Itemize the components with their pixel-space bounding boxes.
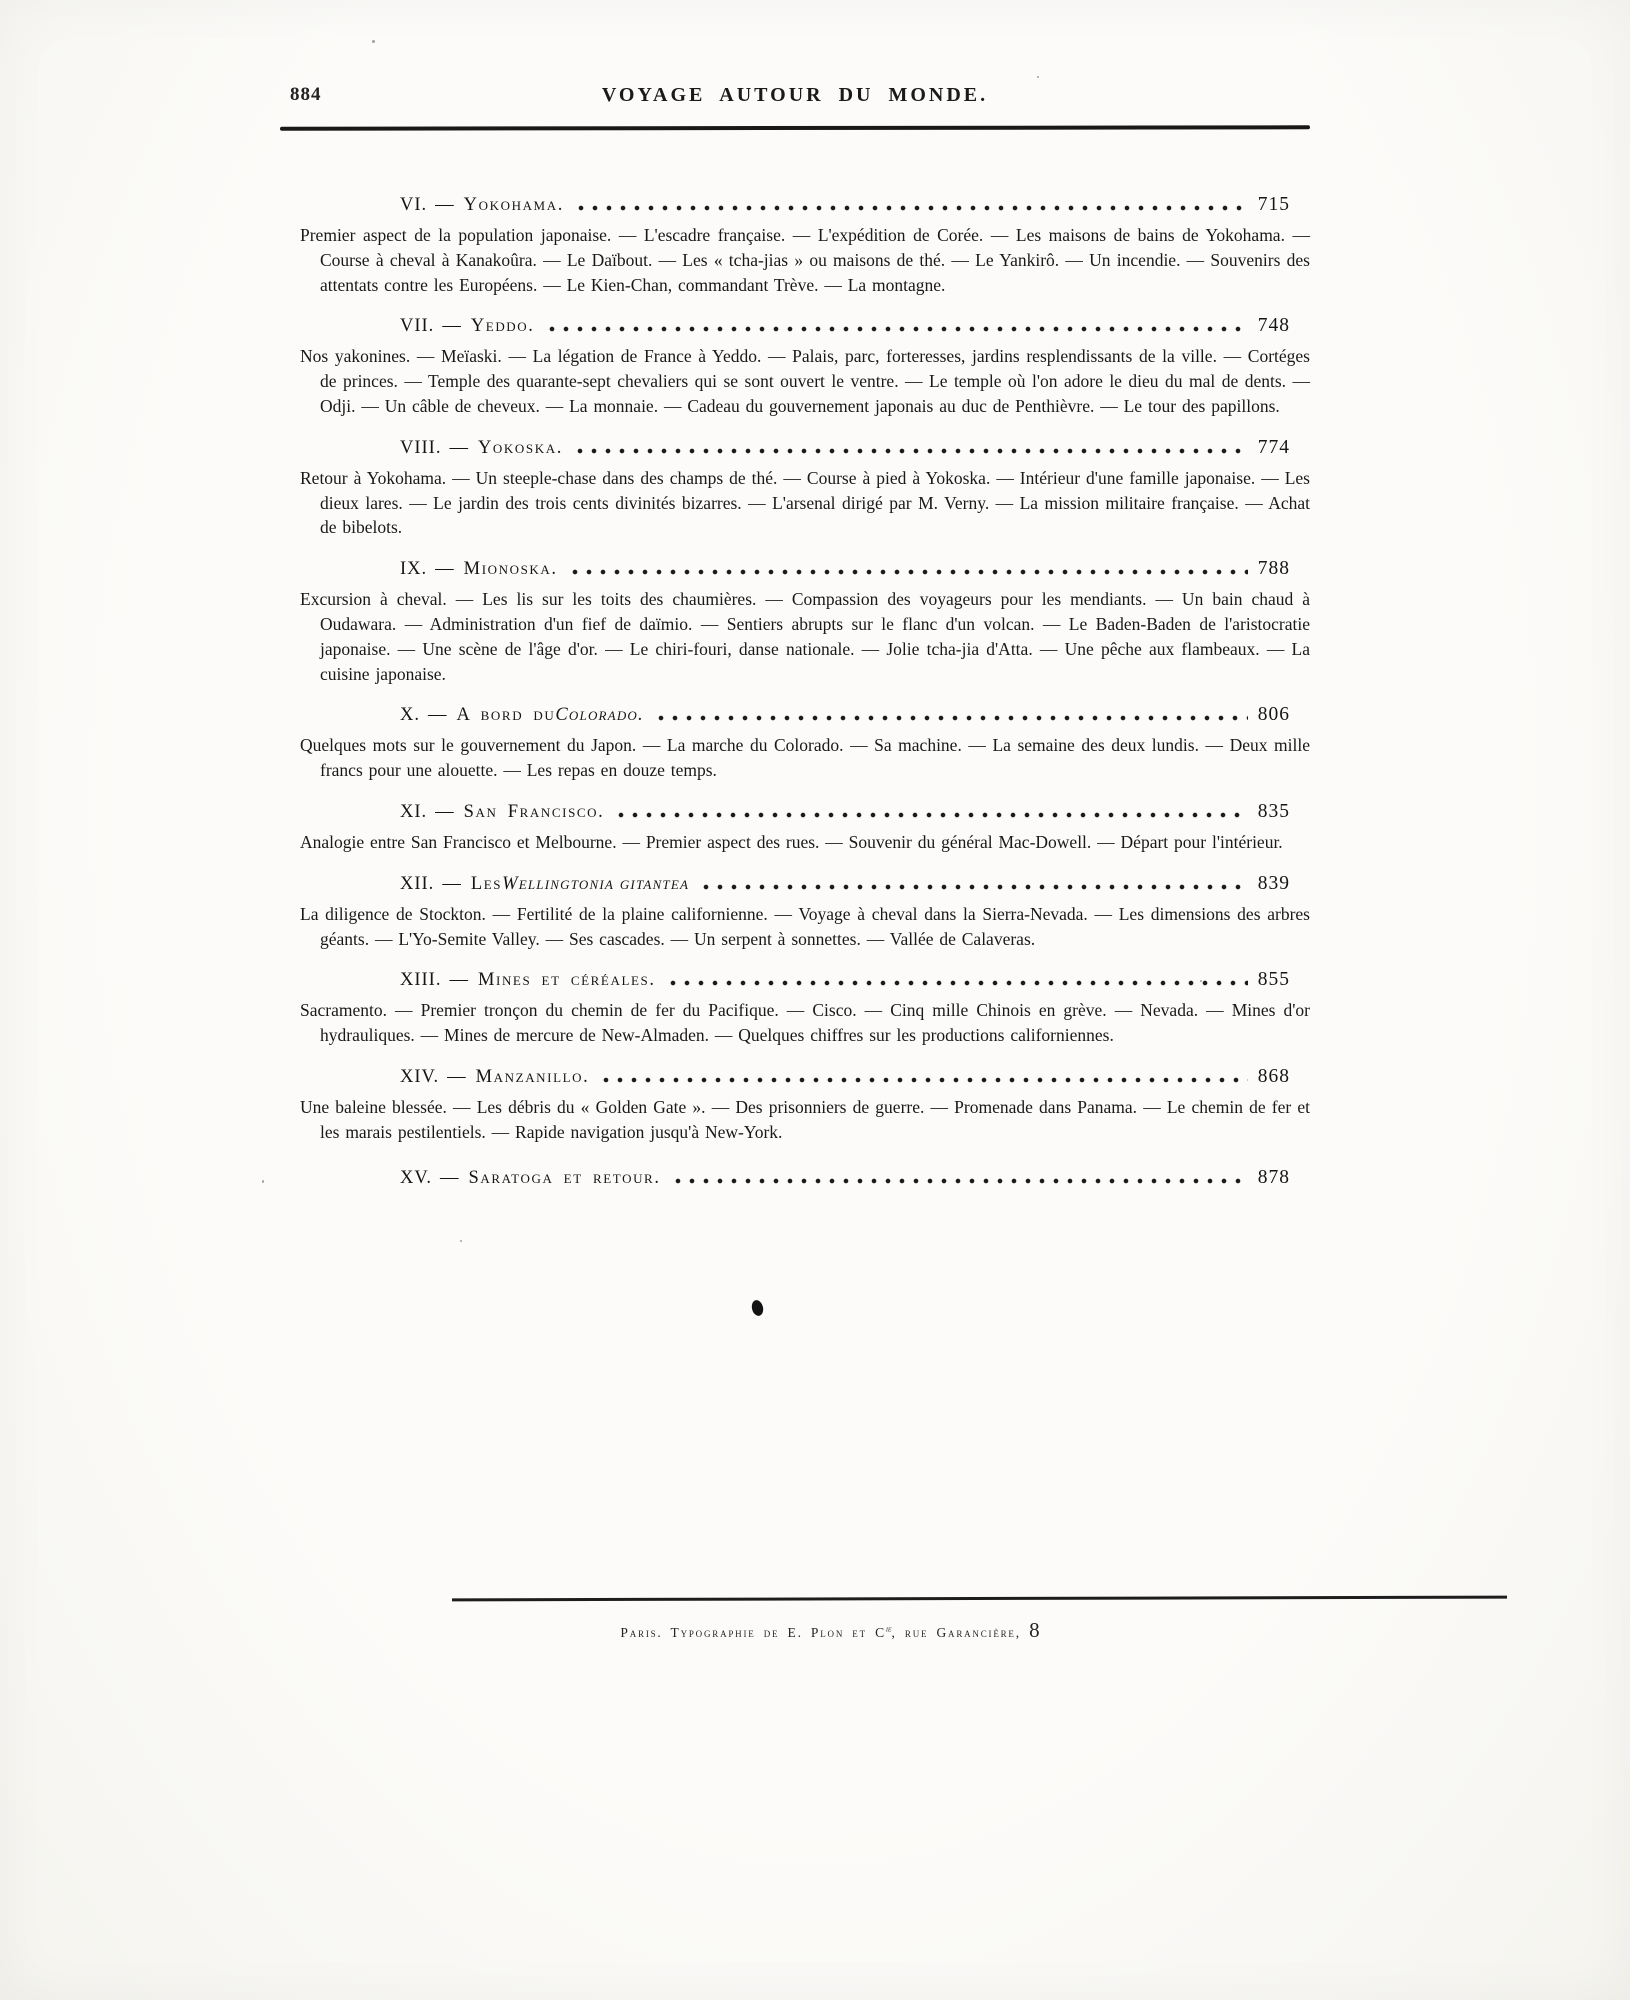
footer-rule xyxy=(452,1596,1507,1602)
dot-leader xyxy=(658,715,1248,721)
dot-leader xyxy=(675,1178,1248,1184)
chapter-title: Mionoska. xyxy=(463,559,558,580)
separator-dash: — xyxy=(442,316,461,337)
chapter-numeral: VIII. xyxy=(400,437,442,458)
dot-leader xyxy=(603,1077,1247,1083)
chapter-numeral: XII. xyxy=(400,873,435,894)
dot-leader xyxy=(618,812,1247,818)
chapter-title: Manzanillo. xyxy=(475,1066,590,1087)
chapter-title: San Francisco. xyxy=(463,801,605,822)
toc-entry xyxy=(280,871,1310,952)
scan-speck xyxy=(262,1180,264,1183)
toc-entry-heading xyxy=(280,313,1310,339)
dot-leader xyxy=(572,569,1248,575)
toc-entry-heading xyxy=(280,702,1310,728)
toc-entry xyxy=(280,967,1310,1048)
chapter-summary: Analogie entre San Francisco et Melbourne. — Premier aspect des rues. — Souvenir du général Mac-Dowell. — Départ pour l'intérieur. xyxy=(300,831,1283,852)
toc-entry-heading xyxy=(280,556,1310,582)
toc-entry xyxy=(280,799,1310,855)
toc-entry-heading xyxy=(280,435,1310,461)
separator-dash: — xyxy=(435,559,454,580)
dot-leader xyxy=(549,326,1248,332)
page-header xyxy=(280,84,1310,110)
scan-speck xyxy=(372,40,375,43)
separator-dash: — xyxy=(447,1066,466,1087)
toc-entry-heading xyxy=(280,1165,1310,1191)
scan-speck xyxy=(460,1240,462,1242)
chapter-numeral: XIII. xyxy=(400,970,442,991)
toc-page-number: 839 xyxy=(1257,872,1290,894)
chapter-title-italic: Wellingtonia gitantea xyxy=(502,873,690,894)
toc-page-number: 748 xyxy=(1257,315,1290,337)
chapter-summary: Excursion à cheval. — Les lis sur les toits des chaumières. — Compassion des voyageurs pour les mendiants. — Un bain chaud à Oudawara. — Administration d'un fief de daïmio. — Sentiers abrupts sur le flanc d'un volcan. — Le Baden-Baden de l'aristocratie japonaise. — Une scène de l'âge d'or. — Le chiri-fouri, danse nationale. — Jolie tcha-jia d'Atta. — Une pêche aux flambeaux. — La cuisine japonaise. xyxy=(300,589,1310,684)
dot-leader xyxy=(577,448,1248,454)
toc-page-number: 774 xyxy=(1257,436,1290,458)
chapter-summary: Premier aspect de la population japonaise. — L'escadre française. — L'expédition de Corée. — Les maisons de bains de Yokohama. — Course à cheval à Kanakoûra. — Le Daïbout. — Les « tcha-jias » ou maisons de thé. — Le Yankirô. — Un incendie. — Souvenirs des attentats contre les Européens. — Le Kien-Chan, commandant Trève. — La montagne. xyxy=(300,225,1310,295)
separator-dash: — xyxy=(442,873,461,894)
chapter-numeral: X. xyxy=(400,705,420,726)
chapter-title: A bord du xyxy=(456,705,556,726)
chapter-numeral: VII. xyxy=(400,316,435,337)
printer-imprint xyxy=(280,1618,1380,1643)
dot-leader xyxy=(578,205,1248,211)
toc-page-number: 806 xyxy=(1257,704,1290,726)
separator-dash: — xyxy=(449,970,468,991)
separator-dash: — xyxy=(428,705,447,726)
chapter-title: Les xyxy=(470,873,503,894)
page-content xyxy=(280,84,1310,1196)
separator-dash: — xyxy=(439,1167,459,1188)
scan-speck xyxy=(1200,980,1202,982)
chapter-summary: Retour à Yokohama. — Un steeple-chase dans des champs de thé. — Course à pied à Yokoska. — Intérieur d'une famille japonaise. — Les dieux lares. — Le jardin des trois cents divinités bizarres. — L'arsenal dirigé par M. Verny. — La mission militaire française. — Achat de bibelots. xyxy=(300,467,1310,538)
toc-page-number: 868 xyxy=(1257,1065,1290,1087)
chapter-numeral: IX. xyxy=(400,559,428,580)
toc-list xyxy=(280,192,1310,1191)
folio-page-number: 884 xyxy=(290,84,322,105)
chapter-title: Yeddo. xyxy=(470,316,535,337)
toc-entry-heading xyxy=(280,1064,1310,1090)
chapter-summary: Sacramento. — Premier tronçon du chemin de fer du Pacifique. — Cisco. — Cinq mille Chinois en grève. — Nevada. — Mines d'or hydrauliques. — Mines de mercure de New-Almaden. — Quelques chiffres sur les productions californiennes. xyxy=(300,1000,1310,1046)
toc-entry xyxy=(280,192,1310,297)
separator-dash: — xyxy=(435,195,454,215)
chapter-numeral: XV. xyxy=(400,1167,432,1188)
toc-entry xyxy=(280,435,1310,540)
header-rule xyxy=(280,125,1310,130)
imprint-text-after: , rue Garancière, xyxy=(891,1625,1030,1640)
chapter-numeral: VI. xyxy=(400,195,428,215)
toc-entry xyxy=(280,1064,1310,1145)
imprint-street-number: 8 xyxy=(1029,1618,1040,1642)
dot-leader xyxy=(703,884,1248,890)
scan-speck xyxy=(1037,76,1039,78)
chapter-numeral: XIV. xyxy=(400,1066,440,1087)
toc-entry xyxy=(280,1165,1310,1191)
chapter-numeral: XI. xyxy=(400,801,428,822)
imprint-superscript: ie xyxy=(885,1623,892,1634)
toc-page-number: 855 xyxy=(1257,969,1290,991)
toc-entry-heading xyxy=(280,967,1310,993)
toc-entry xyxy=(280,556,1310,686)
chapter-title-italic: Colorado. xyxy=(555,705,644,726)
chapter-summary: Nos yakonines. — Meïaski. — La légation de France à Yeddo. — Palais, parc, forteresses, jardins resplendissants de la ville. — Cortéges de princes. — Temple des quarante-sept chevaliers qui se sont ouvert le ventre. — Le temple où l'on adore le dieu du mal de dents. — Odji. — Un câble de cheveux. — La monnaie. — Cadeau du gouvernement japonais au duc de Penthièvre. — Le tour des papillons. xyxy=(300,346,1310,416)
toc-page-number: 715 xyxy=(1257,194,1290,215)
toc-page-number: 878 xyxy=(1257,1166,1290,1188)
chapter-title: Saratoga et retour. xyxy=(468,1167,661,1188)
toc-entry xyxy=(280,702,1310,783)
chapter-title: Mines et céréales. xyxy=(477,970,656,991)
toc-page-number: 835 xyxy=(1257,800,1290,822)
chapter-title: Yokohama. xyxy=(463,195,564,215)
toc-entry-heading xyxy=(280,871,1310,897)
chapter-summary: Quelques mots sur le gouvernement du Japon. — La marche du Colorado. — Sa machine. — La semaine des deux lundis. — Deux mille francs pour une alouette. — Les repas en douze temps. xyxy=(300,735,1310,781)
running-title: VOYAGE AUTOUR DU MONDE. xyxy=(601,84,989,106)
chapter-title: Yokoska. xyxy=(477,437,563,458)
toc-page-number: 788 xyxy=(1257,558,1290,580)
chapter-summary: La diligence de Stockton. — Fertilité de la plaine californienne. — Voyage à cheval dans la Sierra-Nevada. — Les dimensions des arbres géants. — L'Yo-Semite Valley. — Ses cascades. — Un serpent à sonnettes. — Vallée de Calaveras. xyxy=(300,903,1310,949)
ink-blot xyxy=(750,1299,765,1317)
separator-dash: — xyxy=(435,801,454,822)
toc-entry-heading xyxy=(280,192,1310,218)
imprint-text: Paris. Typographie de E. Plon et C xyxy=(620,1625,886,1640)
toc-entry xyxy=(280,313,1310,418)
separator-dash: — xyxy=(449,437,468,458)
toc-entry-heading xyxy=(280,799,1310,825)
chapter-summary: Une baleine blessée. — Les débris du « Golden Gate ». — Des prisonniers de guerre. — Promenade dans Panama. — Le chemin de fer et les marais pestilentiels. — Rapide navigation jusqu'à New-York. xyxy=(300,1096,1310,1142)
dot-leader xyxy=(670,980,1248,986)
